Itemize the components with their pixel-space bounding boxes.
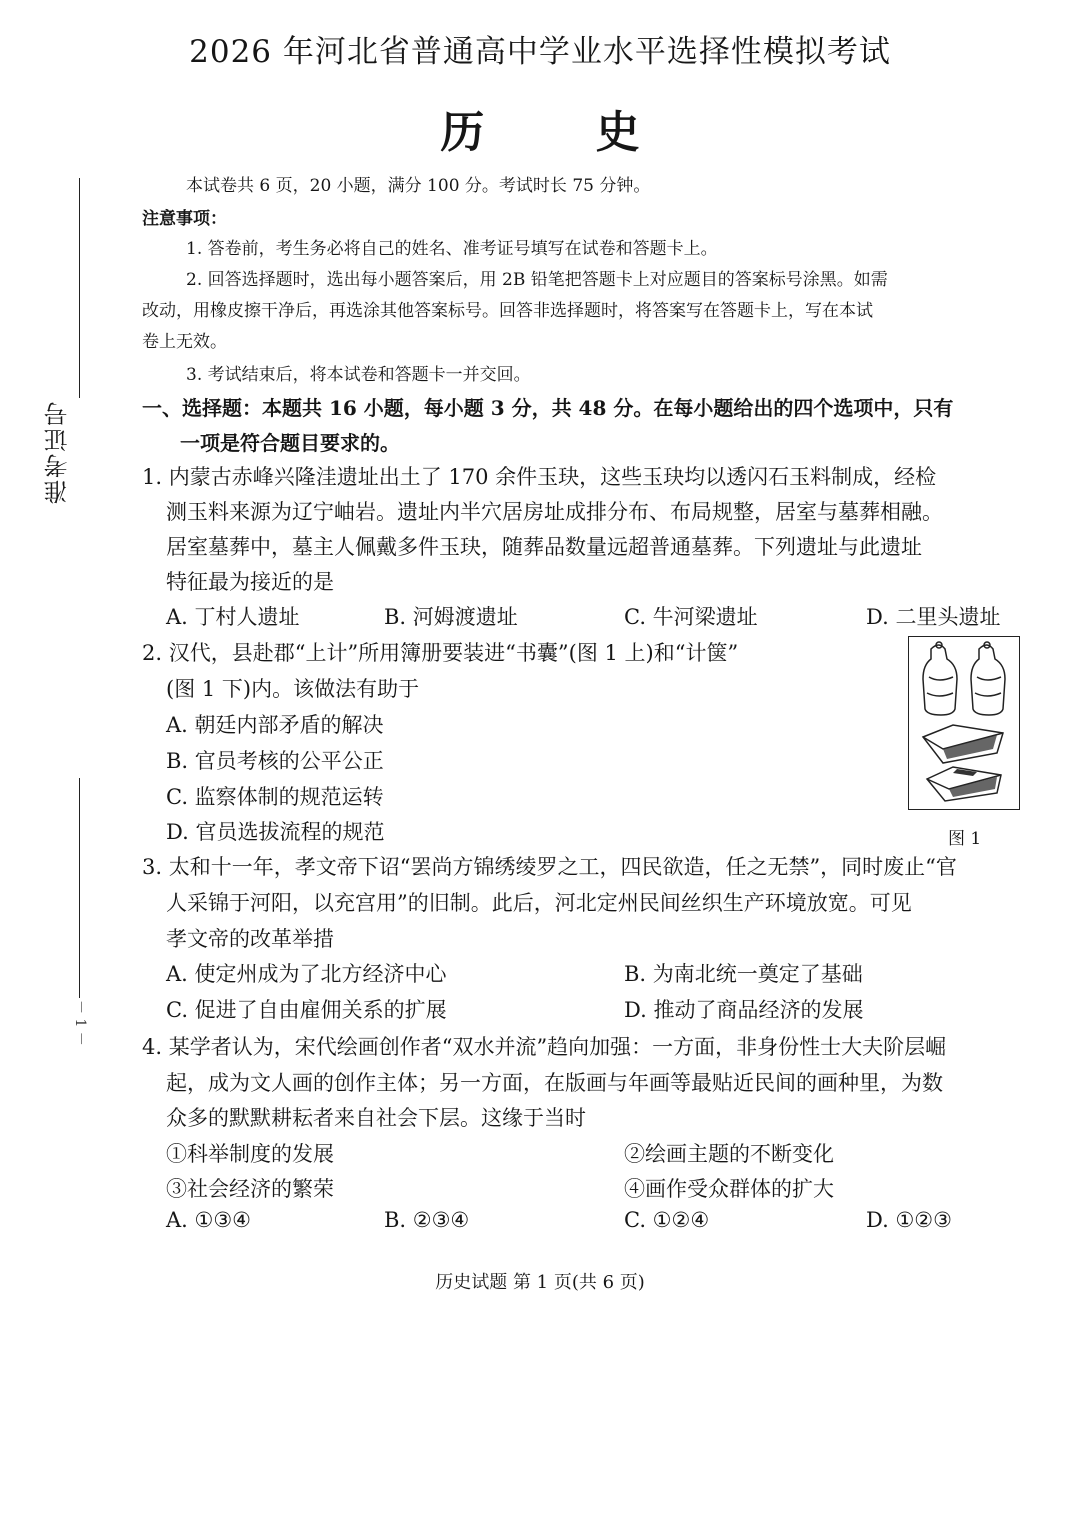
exam-title: 2026 年河北省普通高中学业水平选择性模拟考试 <box>189 34 891 70</box>
q4-line-3: 众多的默默耕耘者来自社会下层。这缘于当时 <box>166 1106 586 1130</box>
note-3: 3. 考试结束后，将本试卷和答题卡一并交回。 <box>186 365 531 385</box>
book-bag-and-case-illustration <box>909 637 1018 808</box>
q1-option-d[interactable]: D. 二里头遗址 <box>866 605 1001 629</box>
note-2-line-2: 改动，用橡皮擦干净后，再选涂其他答案标号。回答非选择题时，将答案写在答题卡上，写在本试 <box>142 301 873 321</box>
q3-line-1: 3. 太和十一年，孝文帝下诏“罢尚方锦绣绫罗之工，四民欲造，任之无禁”，同时废止“官 <box>142 855 957 879</box>
section-heading-line-1: 一、选择题：本题共 16 小题，每小题 3 分，共 48 分。在每小题给出的四个选项中，只有 <box>142 396 954 420</box>
q2-option-d[interactable]: D. 官员选拔流程的规范 <box>166 820 385 844</box>
q2-line-2: (图 1 下)内。该做法有助于 <box>166 677 420 701</box>
q2-option-b[interactable]: B. 官员考核的公平公正 <box>166 749 384 773</box>
side-line-bottom <box>79 778 80 998</box>
q4-option-a[interactable]: A. ①③④ <box>166 1208 251 1232</box>
side-line-top <box>79 178 80 398</box>
q2-option-a[interactable]: A. 朝廷内部矛盾的解决 <box>166 713 384 737</box>
q1-option-b[interactable]: B. 河姆渡遗址 <box>384 605 518 629</box>
note-2-line-3: 卷上无效。 <box>142 332 227 352</box>
q1-line-2: 测玉料来源为辽宁岫岩。遗址内半穴居房址成排分布、布局规整，居室与墓葬相融。 <box>166 500 943 524</box>
page-footer: 历史试题 第 1 页(共 6 页) <box>435 1272 645 1293</box>
q1-line-3: 居室墓葬中，墓主人佩戴多件玉玦，随葬品数量远超普通墓葬。下列遗址与此遗址 <box>166 535 922 559</box>
q1-line-4: 特征最为接近的是 <box>166 570 334 594</box>
q3-option-b[interactable]: B. 为南北统一奠定了基础 <box>624 962 863 986</box>
q3-option-d[interactable]: D. 推动了商品经济的发展 <box>624 998 864 1022</box>
q3-option-c[interactable]: C. 促进了自由雇佣关系的扩展 <box>166 998 447 1022</box>
intro-text: 本试卷共 6 页，20 小题，满分 100 分。考试时长 75 分钟。 <box>186 176 651 196</box>
q4-statement-1: ①科举制度的发展 <box>166 1142 334 1166</box>
q3-option-a[interactable]: A. 使定州成为了北方经济中心 <box>166 962 447 986</box>
candidate-number-label: 准考证号 <box>44 400 72 504</box>
q4-statement-4: ④画作受众群体的扩大 <box>624 1177 834 1201</box>
note-1: 1. 答卷前，考生务必将自己的姓名、准考证号填写在试卷和答题卡上。 <box>186 239 718 259</box>
notes-heading: 注意事项： <box>142 209 227 229</box>
q4-statement-3: ③社会经济的繁荣 <box>166 1177 334 1201</box>
q4-line-2: 起，成为文人画的创作主体；另一方面，在版画与年画等最贴近民间的画种里，为数 <box>166 1071 943 1095</box>
q4-option-c[interactable]: C. ①②④ <box>624 1208 710 1232</box>
q4-statement-2: ②绘画主题的不断变化 <box>624 1142 834 1166</box>
figure-1 <box>908 636 1020 810</box>
figure-1-caption: 图 1 <box>948 829 982 849</box>
note-2-line-1: 2. 回答选择题时，选出每小题答案后，用 2B 铅笔把答题卡上对应题目的答案标号涂黑。如需 <box>186 270 888 290</box>
q4-line-1: 4. 某学者认为，宋代绘画创作者“双水并流”趋向加强：一方面，非身份性士大夫阶层崛 <box>142 1035 947 1059</box>
subject-title: 历 史 <box>440 107 688 158</box>
q3-line-2: 人采锦于河阳，以充宫用”的旧制。此后，河北定州民间丝织生产环境放宽。可见 <box>166 891 912 915</box>
q4-option-d[interactable]: D. ①②③ <box>866 1208 952 1232</box>
q1-option-c[interactable]: C. 牛河梁遗址 <box>624 605 758 629</box>
q2-option-c[interactable]: C. 监察体制的规范运转 <box>166 785 384 809</box>
q3-line-3: 孝文帝的改革举措 <box>166 927 334 951</box>
q1-line-1: 1. 内蒙古赤峰兴隆洼遗址出土了 170 余件玉玦，这些玉玦均以透闪石玉料制成，经检 <box>142 465 937 489</box>
q2-line-1: 2. 汉代，县赴郡“上计”所用簿册要装进“书囊”(图 1 上)和“计箧” <box>142 641 739 665</box>
section-heading-line-2: 一项是符合题目要求的。 <box>180 431 400 455</box>
q1-option-a[interactable]: A. 丁村人遗址 <box>166 605 300 629</box>
q4-option-b[interactable]: B. ②③④ <box>384 1208 470 1232</box>
side-page-mark: － 1 － <box>72 1000 88 1046</box>
